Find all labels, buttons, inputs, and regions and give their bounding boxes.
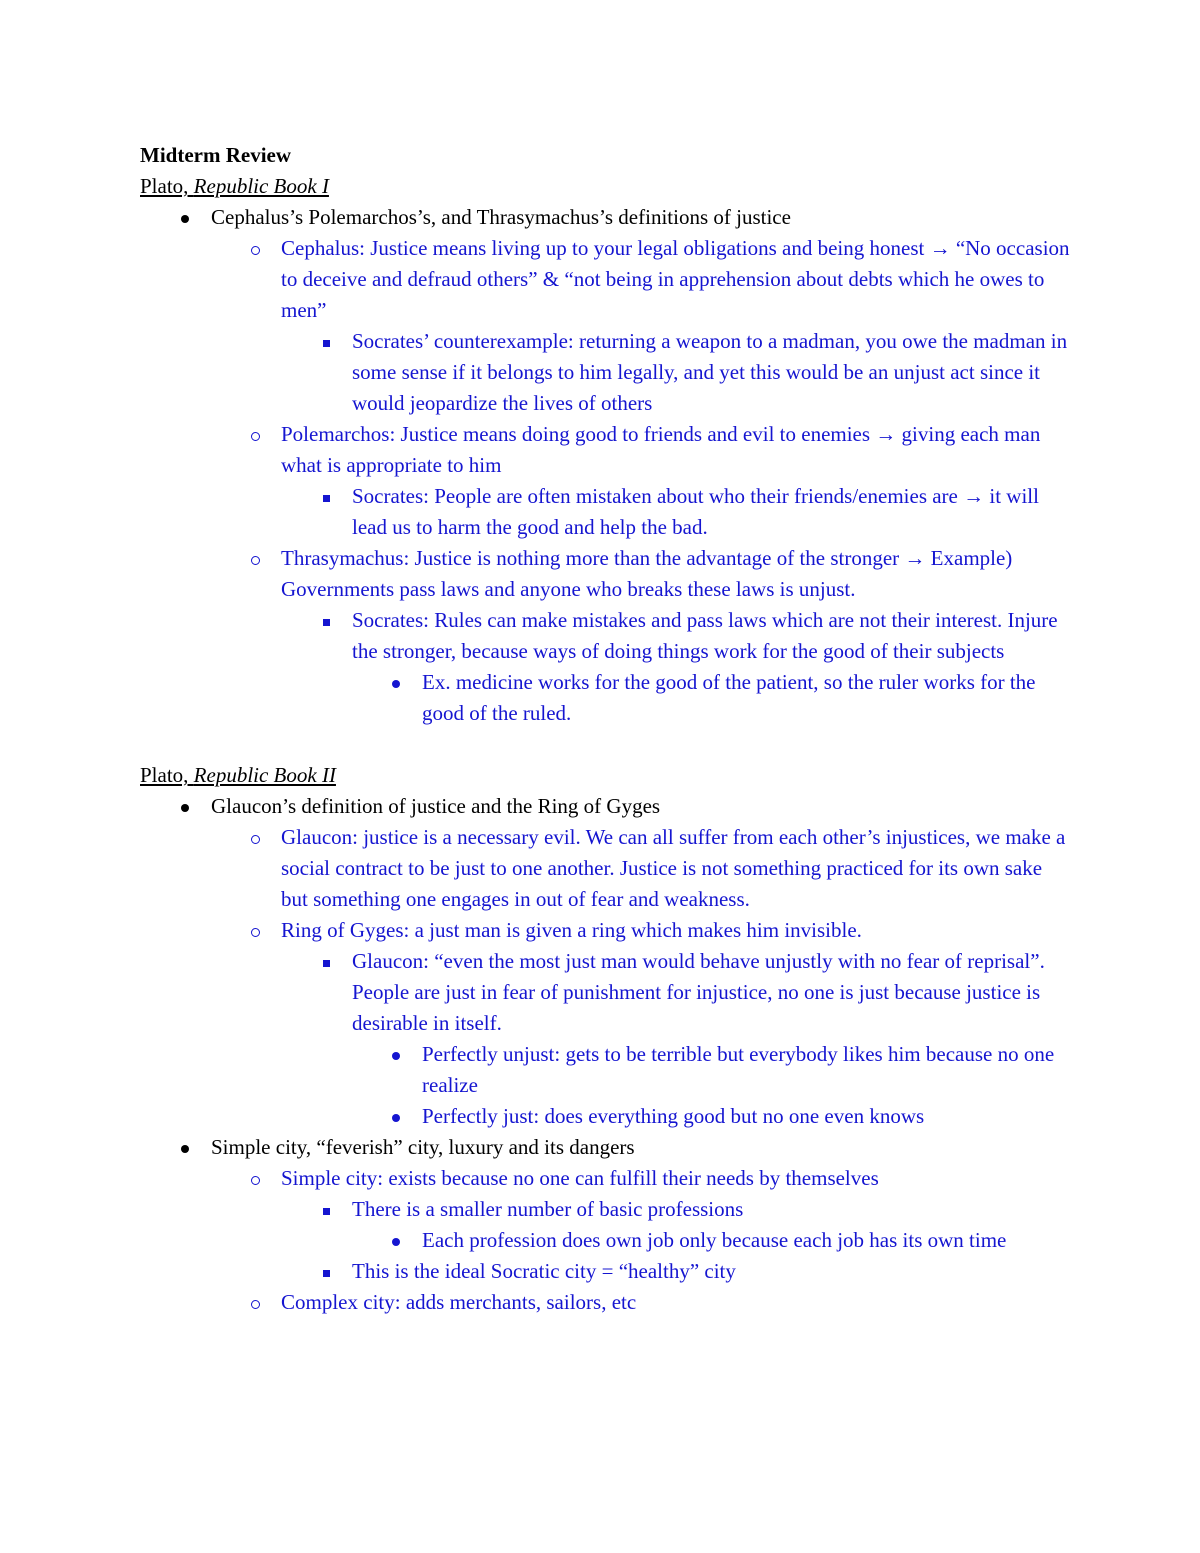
list-item <box>140 543 1070 605</box>
note-text: Cephalus: Justice means living up to your legal obligations and being honest → “No occasion to deceive and defraud others” & “not being in apprehension about debts which he owes to men” <box>281 236 1070 322</box>
disc-bullet-icon <box>381 667 411 698</box>
topic-text: Glaucon’s definition of justice and the Ring of Gyges <box>211 794 661 818</box>
list-item <box>140 1256 1070 1287</box>
list-item <box>140 605 1070 667</box>
heading-prefix: Plato, <box>140 174 194 198</box>
spacer <box>140 729 1070 760</box>
list-item <box>140 667 1070 729</box>
note-text: Socrates: Rules can make mistakes and pass laws which are not their interest. Injure the stronger, because ways of doing things work for the good of their subjects <box>352 608 1058 663</box>
circle-bullet-icon <box>240 233 270 264</box>
list-item <box>140 481 1070 543</box>
list-item <box>140 1225 1070 1256</box>
note-text: Ring of Gyges: a just man is given a ring which makes him invisible. <box>281 918 862 942</box>
section-heading-book-1 <box>140 171 1070 202</box>
section-heading-book-2 <box>140 760 1070 791</box>
square-bullet-icon <box>311 946 341 977</box>
note-text: Perfectly unjust: gets to be terrible but everybody likes him because no one realize <box>422 1042 1055 1097</box>
heading-prefix: Plato, <box>140 763 194 787</box>
circle-bullet-icon <box>240 1287 270 1318</box>
square-bullet-icon <box>311 1256 341 1287</box>
topic-text: Simple city, “feverish” city, luxury and its dangers <box>211 1135 635 1159</box>
note-text: Complex city: adds merchants, sailors, etc <box>281 1290 637 1314</box>
square-bullet-icon <box>311 1194 341 1225</box>
list-item <box>140 915 1070 946</box>
topic-text: Cephalus’s Polemarchos’s, and Thrasymachus’s definitions of justice <box>211 205 791 229</box>
square-bullet-icon <box>311 326 341 357</box>
list-item <box>140 946 1070 1039</box>
note-text: This is the ideal Socratic city = “healthy” city <box>352 1259 736 1283</box>
note-text: Each profession does own job only because each job has its own time <box>422 1228 1007 1252</box>
heading-work-title: Republic Book II <box>193 763 336 787</box>
disc-bullet-icon <box>170 791 200 822</box>
list-item <box>140 326 1070 419</box>
note-text: Socrates’ counterexample: returning a weapon to a madman, you owe the madman in some sense if it belongs to him legally, and yet this would be an unjust act since it would jeopardize the lives of others <box>352 329 1068 415</box>
note-text: Thrasymachus: Justice is nothing more than the advantage of the stronger → Example) Governments pass laws and anyone who breaks these laws is unjust. <box>281 546 1013 601</box>
list-item <box>140 1101 1070 1132</box>
disc-bullet-icon <box>381 1039 411 1070</box>
disc-bullet-icon <box>381 1101 411 1132</box>
list-item <box>140 419 1070 481</box>
square-bullet-icon <box>311 605 341 636</box>
note-text: Ex. medicine works for the good of the patient, so the ruler works for the good of the ruled. <box>422 670 1036 725</box>
note-text: Polemarchos: Justice means doing good to friends and evil to enemies → giving each man what is appropriate to him <box>281 422 1041 477</box>
circle-bullet-icon <box>240 1163 270 1194</box>
circle-bullet-icon <box>240 822 270 853</box>
list-item <box>140 1039 1070 1101</box>
list-item <box>140 822 1070 915</box>
note-text: Socrates: People are often mistaken about who their friends/enemies are → it will lead us to harm the good and help the bad. <box>352 484 1039 539</box>
list-item <box>140 202 1070 233</box>
note-text: Simple city: exists because no one can fulfill their needs by themselves <box>281 1166 879 1190</box>
document-body <box>140 140 1070 1318</box>
list-item <box>140 233 1070 326</box>
list-item <box>140 1287 1070 1318</box>
circle-bullet-icon <box>240 543 270 574</box>
disc-bullet-icon <box>381 1225 411 1256</box>
disc-bullet-icon <box>170 1132 200 1163</box>
note-text: There is a smaller number of basic professions <box>352 1197 744 1221</box>
circle-bullet-icon <box>240 915 270 946</box>
note-text: Glaucon: justice is a necessary evil. We can all suffer from each other’s injustices, we make a social contract to be just to one another. Justice is not something practiced for its own sake but something one engages in out of fear and weakness. <box>281 825 1066 911</box>
disc-bullet-icon <box>170 202 200 233</box>
square-bullet-icon <box>311 481 341 512</box>
document-title: Midterm Review <box>140 143 292 167</box>
note-text: Glaucon: “even the most just man would behave unjustly with no fear of reprisal”. People are just in fear of punishment for injustice, no one is just because justice is desirable in itself. <box>352 949 1045 1035</box>
list-item <box>140 1194 1070 1225</box>
list-item <box>140 1132 1070 1163</box>
circle-bullet-icon <box>240 419 270 450</box>
list-item <box>140 791 1070 822</box>
list-item <box>140 1163 1070 1194</box>
heading-work-title: Republic Book I <box>193 174 329 198</box>
note-text: Perfectly just: does everything good but no one even knows <box>422 1104 925 1128</box>
